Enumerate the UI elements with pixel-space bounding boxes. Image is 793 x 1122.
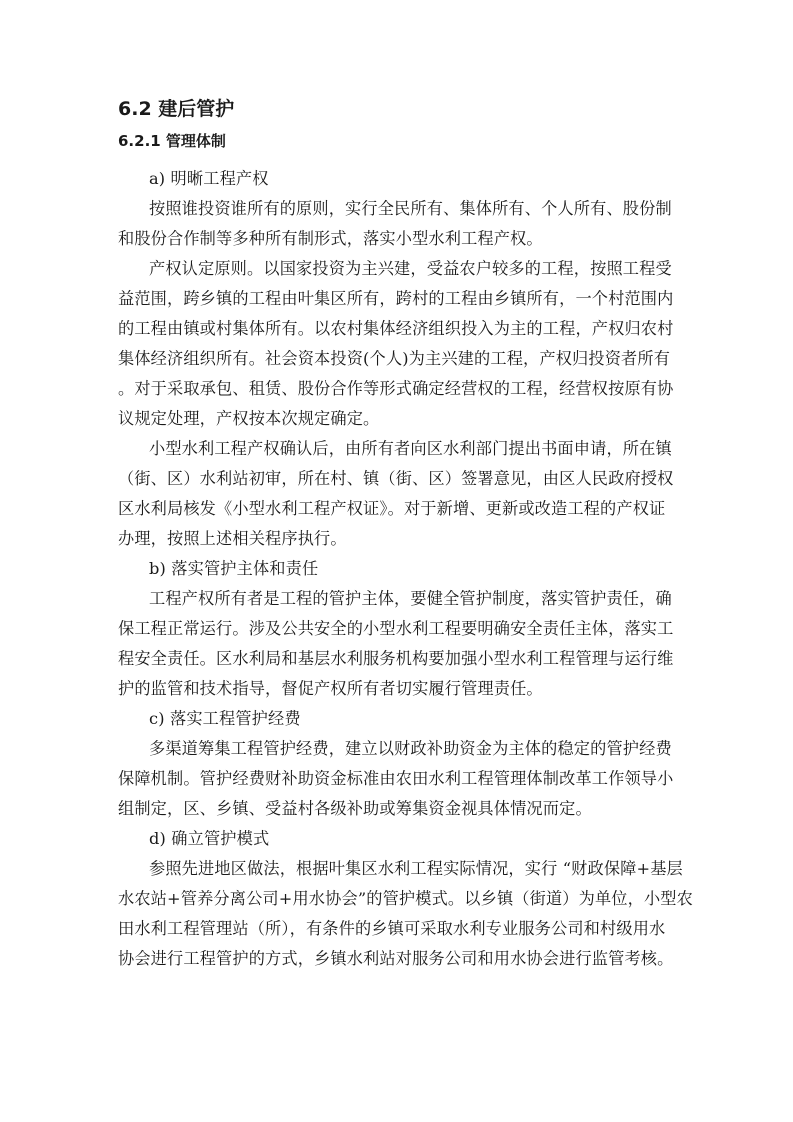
item-title: c) 落实工程管护经费 bbox=[149, 709, 301, 728]
paragraph-line: 按照谁投资谁所有的原则，实行全民所有、集体所有、个人所有、股份制 bbox=[149, 199, 672, 218]
paragraph bbox=[118, 194, 676, 254]
item-title: a) 明晰工程产权 bbox=[149, 169, 269, 188]
paragraph-line: 益范围，跨乡镇的工程由叶集区所有，跨村的工程由乡镇所有，一个村范围内 bbox=[118, 289, 674, 308]
paragraph-line: 程安全责任。区水利局和基层水利服务机构要加强小型水利工程管理与运行维 bbox=[118, 649, 674, 668]
paragraph-line: 产权认定原则。以国家投资为主兴建，受益农户较多的工程，按照工程受 bbox=[149, 259, 672, 278]
paragraph-line: 水农站+管养分离公司+用水协会”的管护模式。以乡镇（街道）为单位，小型农 bbox=[118, 889, 693, 908]
paragraph-line: 田水利工程管理站（所），有条件的乡镇可采取水利专业服务公司和村级用水 bbox=[118, 919, 666, 938]
item-title: d) 确立管护模式 bbox=[149, 829, 270, 848]
document-body bbox=[118, 164, 693, 974]
paragraph-line: 协会进行工程管护的方式，乡镇水利站对服务公司和用水协会进行监管考核。 bbox=[118, 949, 674, 968]
paragraph-line: 区水利局核发《小型水利工程产权证》。对于新增、更新或改造工程的产权证 bbox=[118, 499, 666, 518]
paragraph-line: 工程产权所有者是工程的管护主体，要健全管护制度，落实管护责任，确 bbox=[149, 589, 672, 608]
paragraph-line: 的工程由镇或村集体所有。以农村集体经济组织投入为主的工程，产权归农村 bbox=[118, 319, 674, 338]
paragraph bbox=[118, 734, 676, 824]
paragraph-line: 。对于采取承包、租赁、股份合作等形式确定经营权的工程，经营权按原有协 bbox=[118, 379, 674, 398]
paragraph-line: 参照先进地区做法，根据叶集区水利工程实际情况，实行 “财政保障+基层 bbox=[149, 859, 683, 878]
paragraph bbox=[118, 434, 676, 554]
item-title: b) 落实管护主体和责任 bbox=[149, 559, 319, 578]
paragraph-line: 集体经济组织所有。社会资本投资(个人)为主兴建的工程，产权归投资者所有 bbox=[118, 349, 671, 368]
paragraph-line: 保工程正常运行。涉及公共安全的小型水利工程要明确安全责任主体，落实工 bbox=[118, 619, 674, 638]
paragraph-line: 议规定处理，产权按本次规定确定。 bbox=[118, 409, 380, 428]
paragraph-line: 护的监管和技术指导，督促产权所有者切实履行管理责任。 bbox=[118, 679, 543, 698]
paragraph-line: 组制定，区、乡镇、受益村各级补助或筹集资金视具体情况而定。 bbox=[118, 799, 592, 818]
section-heading: 6.2 建后管护 bbox=[118, 98, 235, 120]
paragraph-line: 和股份合作制等多种所有制形式，落实小型水利工程产权。 bbox=[118, 229, 543, 248]
paragraph bbox=[118, 254, 676, 434]
paragraph-line: 办理，按照上述相关程序执行。 bbox=[118, 529, 347, 548]
paragraph-line: 小型水利工程产权确认后，由所有者向区水利部门提出书面申请，所在镇 bbox=[149, 439, 672, 458]
paragraph-line: 多渠道筹集工程管护经费，建立以财政补助资金为主体的稳定的管护经费 bbox=[149, 739, 672, 758]
paragraph bbox=[118, 584, 676, 704]
subsection-heading: 6.2.1 管理体制 bbox=[118, 132, 226, 150]
paragraph-line: 保障机制。管护经费财补助资金标准由农田水利工程管理体制改革工作领导小 bbox=[118, 769, 674, 788]
paragraph-line: （街、区）水利站初审，所在村、镇（街、区）签署意见，由区人民政府授权 bbox=[118, 469, 674, 488]
paragraph bbox=[118, 854, 693, 974]
